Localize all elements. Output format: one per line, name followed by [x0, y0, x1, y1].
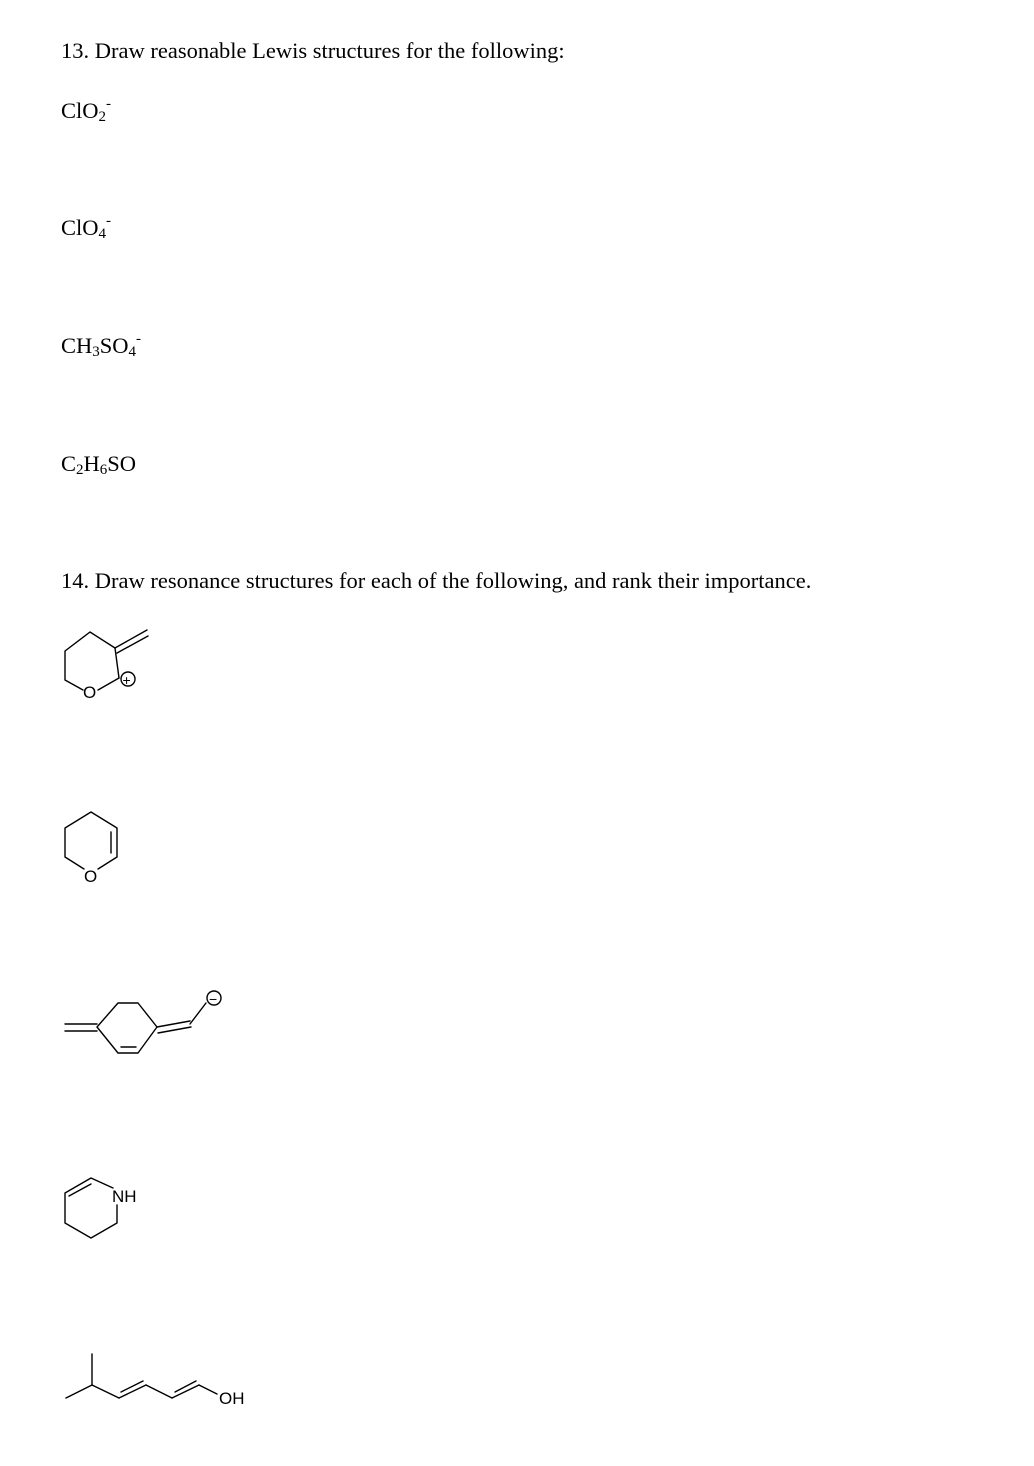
oxygen-label: O: [83, 683, 97, 702]
hydroxyl-label: OH: [219, 1389, 245, 1408]
formula-text: SO: [99, 333, 129, 358]
formula-charge: -: [106, 213, 112, 229]
bond: [146, 1385, 172, 1398]
formula-text: C: [61, 451, 77, 476]
formula-charge: -: [106, 96, 112, 112]
formula-text: CH: [61, 333, 93, 358]
question-13-text: 13. Draw reasonable Lewis structures for the following:: [61, 38, 565, 63]
charge-symbol: −: [209, 991, 218, 1007]
nitrogen-label: NH: [112, 1187, 137, 1206]
formula-subscript: 6: [99, 462, 108, 478]
formula-text: H: [83, 451, 100, 476]
question-14-text: 14. Draw resonance structures for each of the following, and rank their importance.: [61, 568, 812, 593]
double-bond: [175, 1381, 196, 1392]
formula-subscript: 2: [76, 462, 84, 478]
formula-subscript: 4: [128, 344, 137, 360]
formula-charge: -: [136, 331, 142, 347]
oxygen-label: O: [84, 867, 98, 886]
formula-subscript: 2: [98, 109, 107, 125]
charge-symbol: +: [122, 672, 131, 688]
bond: [199, 1385, 217, 1394]
double-bond: [121, 1381, 143, 1392]
bond: [66, 1385, 92, 1398]
formula-subscript: 4: [98, 226, 107, 242]
bond: [92, 1385, 119, 1398]
formula-text: ClO: [61, 215, 99, 240]
formula-text: ClO: [61, 98, 99, 123]
formula-text: SO: [107, 451, 137, 476]
formula-subscript: 3: [92, 344, 100, 360]
